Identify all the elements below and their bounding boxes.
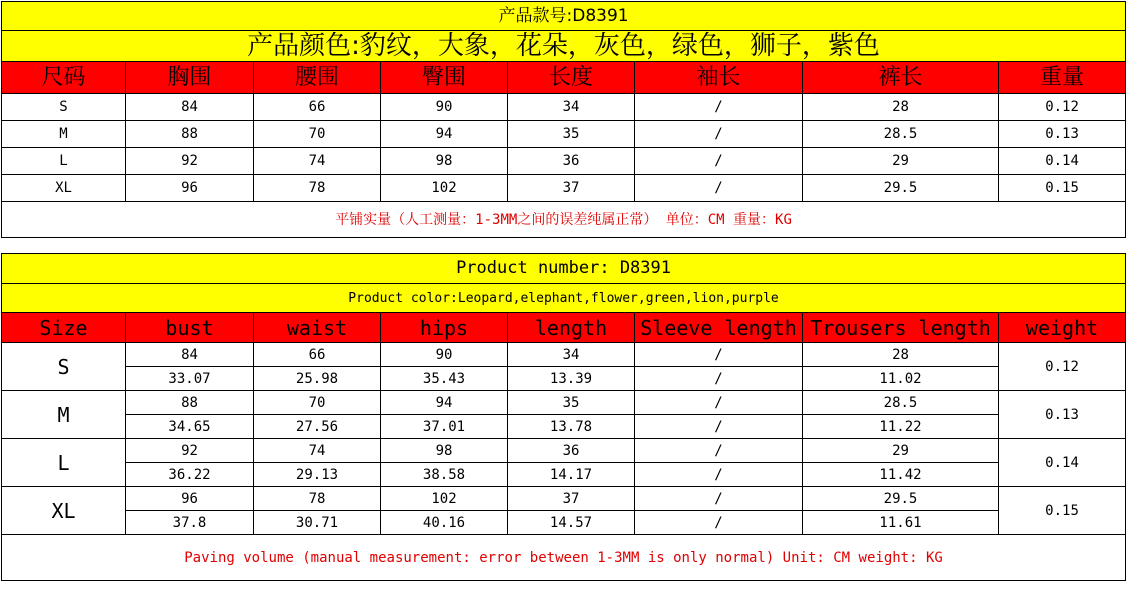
product-colors-en: Product color:Leopard,elephant,flower,green,lion,purple: [2, 284, 1126, 313]
table-cell: /: [635, 121, 803, 148]
table-cell: 98: [381, 439, 508, 463]
header-trousers-en: Trousers length: [803, 313, 999, 343]
header-sleeve-en: Sleeve length: [635, 313, 803, 343]
table-cell: 37: [508, 487, 635, 511]
table-cell: 11.61: [803, 511, 999, 535]
table-cell: L: [2, 148, 126, 175]
table-cell: 28.5: [803, 391, 999, 415]
table-cell: /: [635, 391, 803, 415]
header-bust-en: bust: [126, 313, 254, 343]
size-cell: XL: [2, 487, 126, 535]
measurement-note-en: Paving volume (manual measurement: error between 1-3MM is only normal) Unit: CM weight: KG: [2, 535, 1126, 581]
product-number-cn: 产品款号:D8391: [2, 2, 1126, 31]
header-waist-en: waist: [254, 313, 381, 343]
table-cell: 28.5: [803, 121, 999, 148]
table-cell: 35.43: [381, 367, 508, 391]
header-weight-en: weight: [999, 313, 1126, 343]
table-cell: 74: [254, 148, 381, 175]
table-cell: /: [635, 175, 803, 202]
header-length-cn: 长度: [508, 62, 635, 94]
header-row-en: [2, 313, 1126, 343]
table-cell: /: [635, 487, 803, 511]
table-cell: /: [635, 439, 803, 463]
table-cell: XL: [2, 175, 126, 202]
table-cell: 28: [803, 343, 999, 367]
table-cell: /: [635, 415, 803, 439]
table-cell: 27.56: [254, 415, 381, 439]
table-cell: S: [2, 94, 126, 121]
table-cell: 84: [126, 343, 254, 367]
product-number-en: Product number: D8391: [2, 254, 1126, 284]
table-cell: /: [635, 511, 803, 535]
table-row: [2, 148, 1126, 175]
table-cell: 78: [254, 175, 381, 202]
header-size-en: Size: [2, 313, 126, 343]
table-cell: 0.14: [999, 148, 1126, 175]
table-cell: 36: [508, 439, 635, 463]
table-cell: M: [2, 121, 126, 148]
table-cell: 33.07: [126, 367, 254, 391]
header-size-cn: 尺码: [2, 62, 126, 94]
table-cell: 29: [803, 148, 999, 175]
chinese-size-table: [1, 1, 1126, 238]
header-length-en: length: [508, 313, 635, 343]
table-cell: 92: [126, 148, 254, 175]
table-cell: 35: [508, 121, 635, 148]
table-cell: 102: [381, 175, 508, 202]
table-cell: 14.17: [508, 463, 635, 487]
header-bust-cn: 胸围: [126, 62, 254, 94]
table-cell: 94: [381, 121, 508, 148]
table-cell: 11.42: [803, 463, 999, 487]
table-cell: /: [635, 367, 803, 391]
table-cell: 90: [381, 343, 508, 367]
english-size-table: [1, 253, 1126, 581]
header-waist-cn: 腰围: [254, 62, 381, 94]
table-row: [2, 175, 1126, 202]
table-cell: 11.02: [803, 367, 999, 391]
table-row: [2, 121, 1126, 148]
size-cell: M: [2, 391, 126, 439]
table-cell: 98: [381, 148, 508, 175]
table-cell: 66: [254, 343, 381, 367]
table-cell: 36: [508, 148, 635, 175]
table-cell: 37.8: [126, 511, 254, 535]
measurement-note-cn: 平铺实量（人工测量：1-3MM之间的误差纯属正常） 单位：CM 重量：KG: [2, 202, 1126, 238]
size-cell: L: [2, 439, 126, 487]
table-cell: /: [635, 94, 803, 121]
weight-cell: 0.13: [999, 391, 1126, 439]
table-cell: 84: [126, 94, 254, 121]
table-cell: 96: [126, 487, 254, 511]
header-sleeve-cn: 袖长: [635, 62, 803, 94]
table-row: [2, 367, 1126, 391]
table-row: [2, 463, 1126, 487]
table-row: [2, 511, 1126, 535]
table-cell: 14.57: [508, 511, 635, 535]
header-trousers-cn: 裤长: [803, 62, 999, 94]
table-row: [2, 343, 1126, 367]
table-cell: 88: [126, 121, 254, 148]
table-cell: 70: [254, 391, 381, 415]
table-cell: 66: [254, 94, 381, 121]
table-cell: 29: [803, 439, 999, 463]
table-row: [2, 439, 1126, 463]
size-cell: S: [2, 343, 126, 391]
table-cell: 29.13: [254, 463, 381, 487]
table-cell: 40.16: [381, 511, 508, 535]
table-cell: 25.98: [254, 367, 381, 391]
table-cell: 34: [508, 343, 635, 367]
table-cell: 38.58: [381, 463, 508, 487]
table-cell: 34.65: [126, 415, 254, 439]
table-cell: 29.5: [803, 175, 999, 202]
table-cell: 0.12: [999, 94, 1126, 121]
table-cell: /: [635, 463, 803, 487]
weight-cell: 0.15: [999, 487, 1126, 535]
table-cell: 13.78: [508, 415, 635, 439]
header-weight-cn: 重量: [999, 62, 1126, 94]
weight-cell: 0.12: [999, 343, 1126, 391]
table-cell: 74: [254, 439, 381, 463]
table-cell: 94: [381, 391, 508, 415]
table-cell: 37.01: [381, 415, 508, 439]
table-cell: /: [635, 148, 803, 175]
table-cell: 88: [126, 391, 254, 415]
table-row: [2, 487, 1126, 511]
table-cell: 0.13: [999, 121, 1126, 148]
table-cell: /: [635, 343, 803, 367]
table-row: [2, 415, 1126, 439]
table-cell: 11.22: [803, 415, 999, 439]
table-cell: 34: [508, 94, 635, 121]
table-row: [2, 391, 1126, 415]
table-cell: 37: [508, 175, 635, 202]
table-cell: 35: [508, 391, 635, 415]
table-cell: 29.5: [803, 487, 999, 511]
weight-cell: 0.14: [999, 439, 1126, 487]
table-cell: 13.39: [508, 367, 635, 391]
product-colors-cn: 产品颜色:豹纹，大象，花朵，灰色，绿色，狮子，紫色: [2, 31, 1126, 62]
table-cell: 36.22: [126, 463, 254, 487]
table-cell: 70: [254, 121, 381, 148]
table-cell: 78: [254, 487, 381, 511]
table-row: [2, 94, 1126, 121]
table-cell: 90: [381, 94, 508, 121]
table-cell: 28: [803, 94, 999, 121]
header-row-cn: [2, 62, 1126, 94]
table-cell: 92: [126, 439, 254, 463]
table-cell: 102: [381, 487, 508, 511]
table-cell: 0.15: [999, 175, 1126, 202]
table-cell: 30.71: [254, 511, 381, 535]
header-hips-cn: 臀围: [381, 62, 508, 94]
header-hips-en: hips: [381, 313, 508, 343]
table-cell: 96: [126, 175, 254, 202]
